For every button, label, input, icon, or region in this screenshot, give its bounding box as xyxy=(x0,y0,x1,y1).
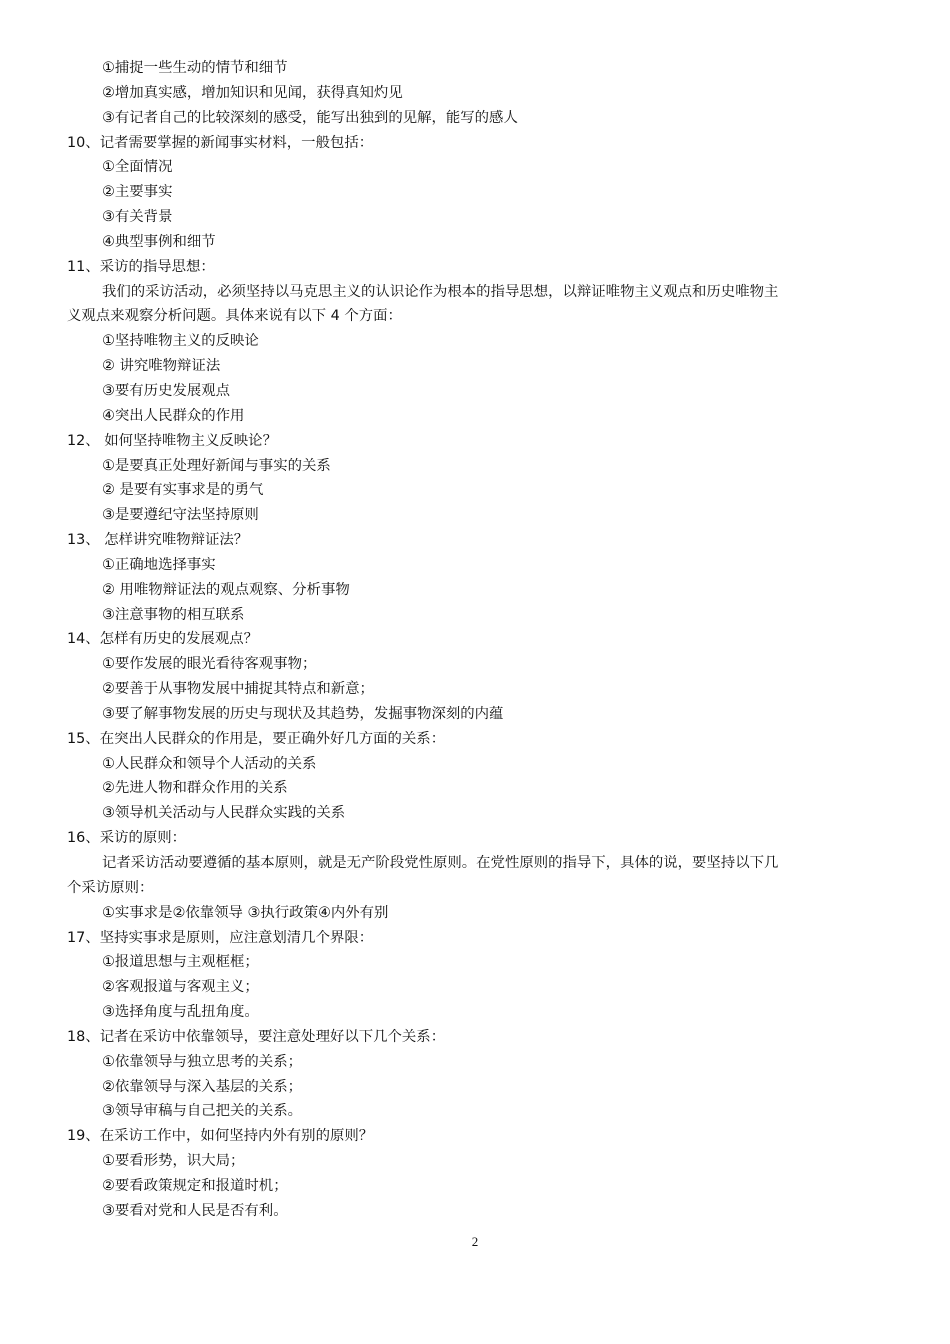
question-heading: 12、 如何坚持唯物主义反映论？ xyxy=(67,432,277,449)
answer-item: ②主要事实 xyxy=(102,184,173,201)
paragraph-continuation: 义观点来观察分析问题。具体来说有以下 4 个方面： xyxy=(67,308,402,325)
answer-item: ③要看对党和人民是否有利。 xyxy=(102,1202,288,1219)
answer-item: ①正确地选择事实 xyxy=(102,556,216,573)
question-heading: 18、记者在采访中依靠领导，要注意处理好以下几个关系： xyxy=(67,1028,446,1045)
answer-item: ①依靠领导与独立思考的关系； xyxy=(102,1053,302,1070)
answer-item: ①人民群众和领导个人活动的关系 xyxy=(102,755,317,772)
answer-item: ③领导审稿与自己把关的关系。 xyxy=(102,1103,302,1120)
answer-item: ④突出人民群众的作用 xyxy=(102,407,245,424)
answer-item: ①要作发展的眼光看待客观事物； xyxy=(102,656,317,673)
question-heading: 16、采访的原则： xyxy=(67,830,187,847)
answer-item: ③领导机关活动与人民群众实践的关系 xyxy=(102,805,346,822)
question-heading: 17、坚持实事求是原则，应注意划清几个界限： xyxy=(67,929,374,946)
answer-item: ② 讲究唯物辩证法 xyxy=(102,358,221,375)
answer-item: ④典型事例和细节 xyxy=(102,233,216,250)
page-number: 2 xyxy=(471,1234,479,1249)
question-heading: 15、在突出人民群众的作用是，要正确外好几方面的关系： xyxy=(67,730,446,747)
question-heading: 10、记者需要掌握的新闻事实材料，一般包括： xyxy=(67,134,374,151)
answer-item: ②客观报道与客观主义； xyxy=(102,979,259,996)
answer-item: ③选择角度与乱扭角度。 xyxy=(102,1004,259,1021)
answer-item: ①坚持唯物主义的反映论 xyxy=(102,333,259,350)
answer-item: ③注意事物的相互联系 xyxy=(102,606,245,623)
answer-item: ③有关背景 xyxy=(102,209,173,226)
answer-item: ①是要真正处理好新闻与事实的关系 xyxy=(102,457,331,474)
answer-item: ② 是要有实事求是的勇气 xyxy=(102,482,264,499)
answer-item: ③要了解事物发展的历史与现状及其趋势，发掘事物深刻的内蕴 xyxy=(102,705,504,722)
answer-item: ①要看形势，识大局； xyxy=(102,1153,245,1170)
paragraph-continuation: 个采访原则： xyxy=(67,879,154,896)
paragraph-line: 我们的采访活动，必须坚持以马克思主义的认识论作为根本的指导思想，以辩证唯物主义观点和历史唯物主 xyxy=(102,283,779,300)
answer-item: ②要看政策规定和报道时机； xyxy=(102,1177,288,1194)
answer-item: ①实事求是②依靠领导 ③执行政策④内外有别 xyxy=(102,904,389,921)
answer-item: ①捕捉一些生动的情节和细节 xyxy=(102,60,288,76)
answer-item: ③是要遵纪守法坚持原则 xyxy=(102,507,259,524)
question-heading: 13、 怎样讲究唯物辩证法？ xyxy=(67,532,249,549)
question-heading: 19、在采访工作中，如何坚持内外有别的原则？ xyxy=(67,1128,374,1145)
paragraph-line: 记者采访活动要遵循的基本原则，就是无产阶段党性原则。在党性原则的指导下，具体的说，要坚持以下几 xyxy=(102,855,779,871)
answer-item: ②先进人物和群众作用的关系 xyxy=(102,780,288,797)
answer-item: ②依靠领导与深入基层的关系； xyxy=(102,1078,302,1095)
answer-item: ②增加真实感，增加知识和见闻，获得真知灼见 xyxy=(102,84,403,101)
answer-item: ①全面情况 xyxy=(102,159,173,176)
document-body xyxy=(0,56,950,1224)
answer-item: ② 用唯物辩证法的观点观察、分析事物 xyxy=(102,581,350,598)
answer-item: ③有记者自己的比较深刻的感受，能写出独到的见解，能写的感人 xyxy=(102,109,518,126)
answer-item: ①报道思想与主观框框； xyxy=(102,954,259,971)
answer-item: ②要善于从事物发展中捕捉其特点和新意； xyxy=(102,681,374,698)
question-heading: 14、怎样有历史的发展观点？ xyxy=(67,631,258,648)
question-heading: 11、采访的指导思想： xyxy=(67,258,215,275)
answer-item: ③要有历史发展观点 xyxy=(102,382,231,399)
